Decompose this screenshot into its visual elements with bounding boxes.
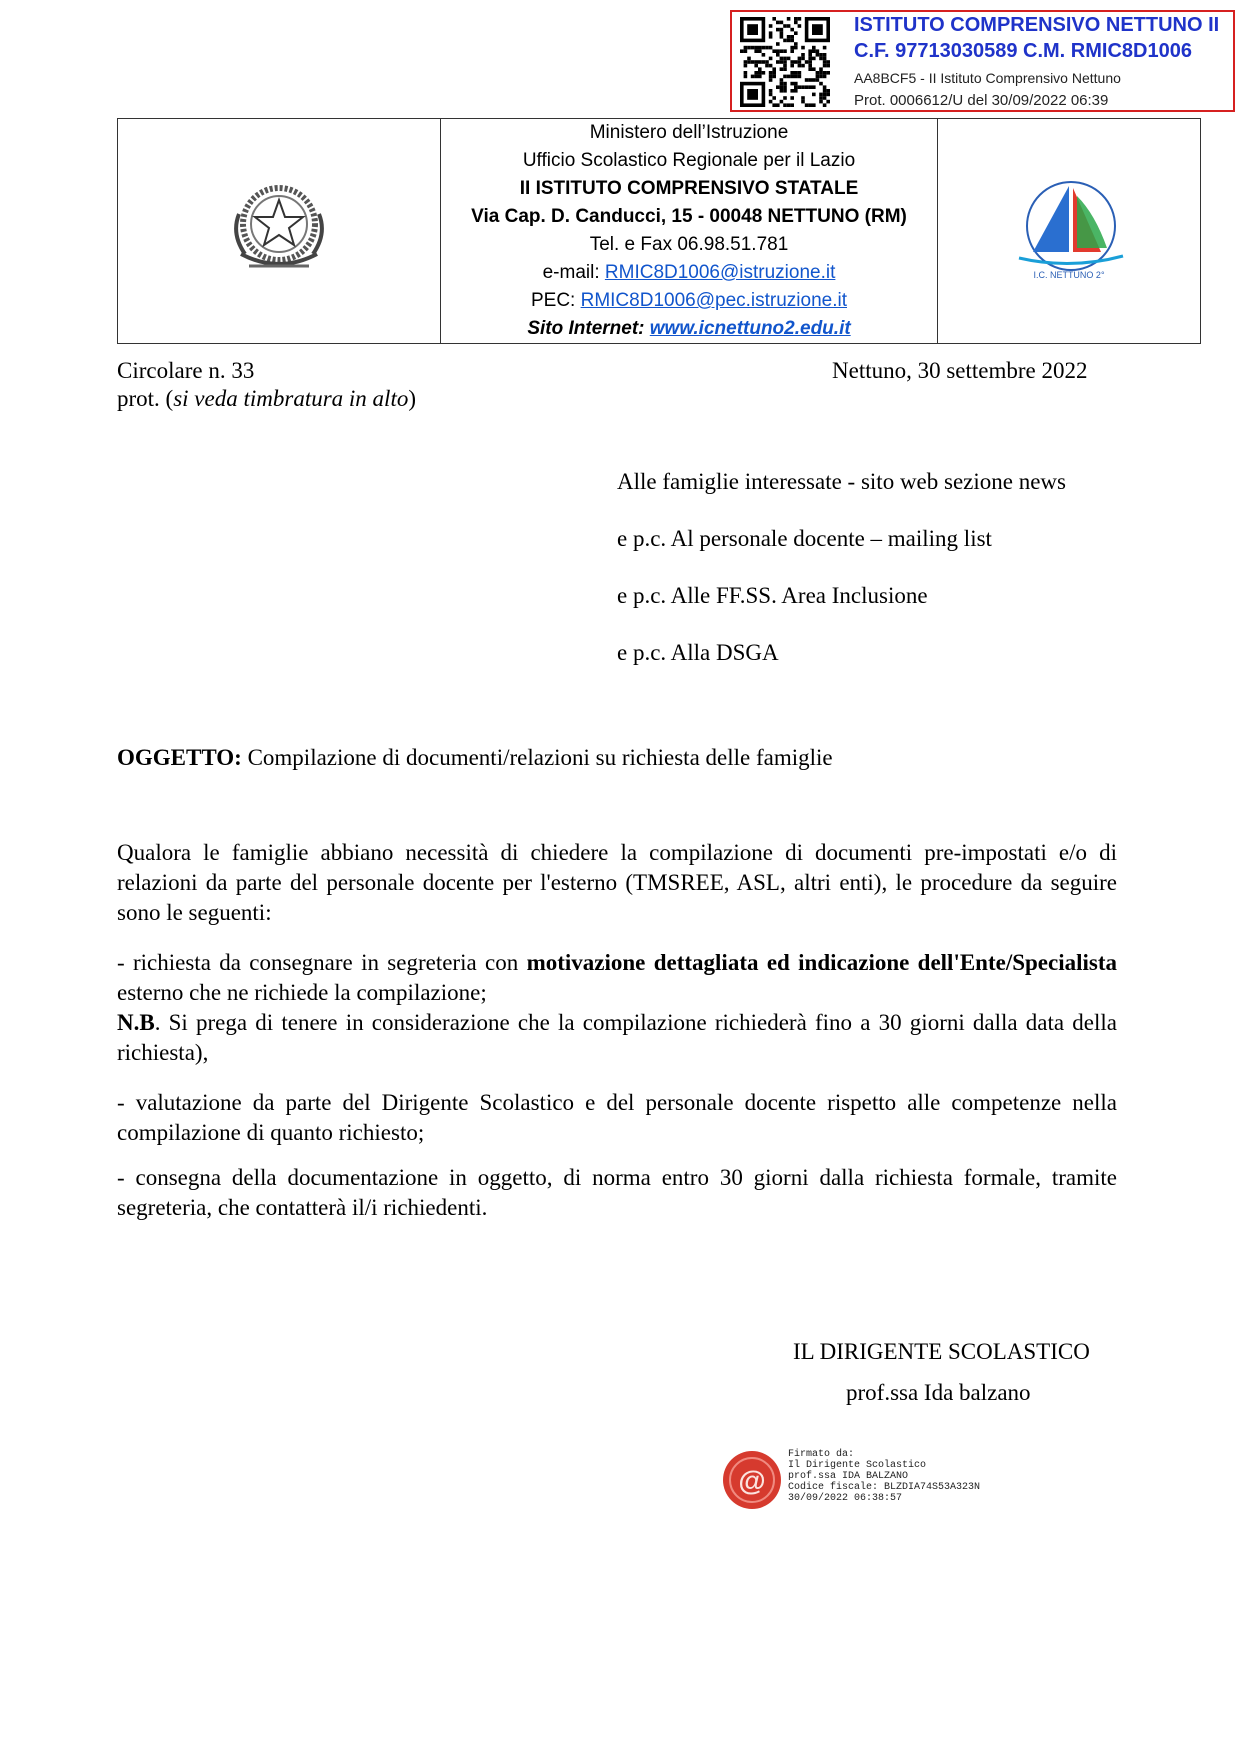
pec-label: PEC: (530, 290, 581, 311)
stamp-aoo: AA8BCF5 - II Istituto Comprensivo Nettuno (854, 70, 1121, 86)
school-phone: Tel. e Fax 06.98.51.781 (589, 234, 789, 255)
website-label: Sito Internet: (527, 318, 650, 339)
stamp-school-name: ISTITUTO COMPRENSIVO NETTUNO II (854, 14, 1220, 36)
svg-text:@: @ (738, 1465, 766, 1496)
signature-title: IL DIRIGENTE SCOLASTICO (793, 1339, 1090, 1364)
circular-number: Circolare n. 33 (117, 358, 255, 383)
pec-line (441, 287, 937, 315)
pec-link[interactable]: RMIC8D1006@pec.istruzione.it (580, 290, 848, 311)
email-link[interactable]: RMIC8D1006@istruzione.it (604, 262, 836, 283)
body-intro: Qualora le famiglie abbiano necessità di chiedere la compilazione di documenti pre-impostati e/o di relazioni da parte del personale docente per l'esterno (TMSREE, ASL, altri enti), le procedure da seguire sono le seguenti: (117, 840, 1117, 925)
digital-signature-line: Codice fiscale: BLZDIA74S53A323N (788, 1482, 981, 1493)
letterhead-emblem-cell (118, 119, 441, 344)
italian-republic-emblem-icon (219, 174, 339, 284)
email-label: e-mail: (542, 262, 605, 283)
item1-bold: motivazione dettagliata ed indicazione dell'Ente/Specialista (526, 950, 1118, 975)
school-address: Via Cap. D. Canducci, 15 - 00048 NETTUNO (RM) (471, 206, 907, 227)
stamp-fiscal-code: C.F. 97713030589 C.M. RMIC8D1006 (854, 40, 1192, 62)
website-link[interactable]: www.icnettuno2.edu.it (649, 318, 851, 339)
document-date: Nettuno, 30 settembre 2022 (832, 358, 1088, 383)
item1-suffix: esterno che ne richiede la compilazione; (117, 980, 487, 1005)
recipient-line: e p.c. Al personale docente – mailing list (617, 526, 992, 551)
letterhead-info-cell (441, 119, 938, 344)
regional-office: Ufficio Scolastico Regionale per il Lazio (522, 150, 856, 171)
digital-signature-line: Firmato da: (788, 1449, 855, 1460)
ministry-name: Ministero dell’Istruzione (589, 122, 789, 143)
digital-signature-seal-icon (720, 1448, 784, 1512)
email-line (441, 259, 937, 287)
school-name: II ISTITUTO COMPRENSIVO STATALE (519, 178, 859, 199)
protocol-note-suffix: ) (408, 386, 417, 411)
recipient-line: Alle famiglie interessate - sito web sezione news (617, 469, 1066, 494)
qr-code-icon (740, 17, 830, 107)
digital-signature-info (788, 1449, 980, 1504)
website-line (441, 315, 937, 343)
nb-text: . Si prega di tenere in considerazione che la compilazione richiederà fino a 30 giorni dalla data della richiesta), (117, 1010, 1117, 1065)
stamp-protocol-number: Prot. 0006612/U del 30/09/2022 06:39 (854, 92, 1109, 109)
item1-prefix: - richiesta da consegnare in segreteria con (117, 950, 527, 975)
school-logo-icon (999, 174, 1139, 284)
subject-text: Compilazione di documenti/relazioni su richiesta delle famiglie (241, 745, 833, 770)
recipient-line: e p.c. Alla DSGA (617, 640, 779, 665)
digital-signature-line: 30/09/2022 06:38:57 (788, 1493, 903, 1504)
subject-line (117, 742, 833, 774)
protocol-stamp (730, 10, 1235, 112)
protocol-note-italic: si veda timbratura in alto (173, 386, 409, 411)
signature-name: prof.ssa Ida balzano (846, 1380, 1031, 1405)
body-item-evaluation: - valutazione da parte del Dirigente Scolastico e del personale docente rispetto alle competenze nella compilazione di quanto richiesto; (117, 1090, 1117, 1145)
school-logo-text: I.C. NETTUNO 2° (1033, 269, 1105, 280)
nb-label: N.B (117, 1010, 155, 1035)
body-item-request (117, 948, 1117, 1008)
recipient-line: e p.c. Alle FF.SS. Area Inclusione (617, 583, 928, 608)
digital-signature-line: Il Dirigente Scolastico (788, 1460, 927, 1471)
letterhead-logo-cell (938, 119, 1201, 344)
subject-label: OGGETTO: (117, 745, 242, 770)
protocol-note (117, 383, 416, 415)
letterhead-table (117, 118, 1201, 344)
digital-signature-line: prof.ssa IDA BALZANO (788, 1471, 909, 1482)
body-item-delivery: - consegna della documentazione in oggetto, di norma entro 30 giorni dalla richiesta formale, tramite segreteria, che contatterà il/i richiedenti. (117, 1165, 1117, 1220)
body-nb-note (117, 1008, 1117, 1068)
protocol-note-prefix: prot. ( (117, 386, 174, 411)
